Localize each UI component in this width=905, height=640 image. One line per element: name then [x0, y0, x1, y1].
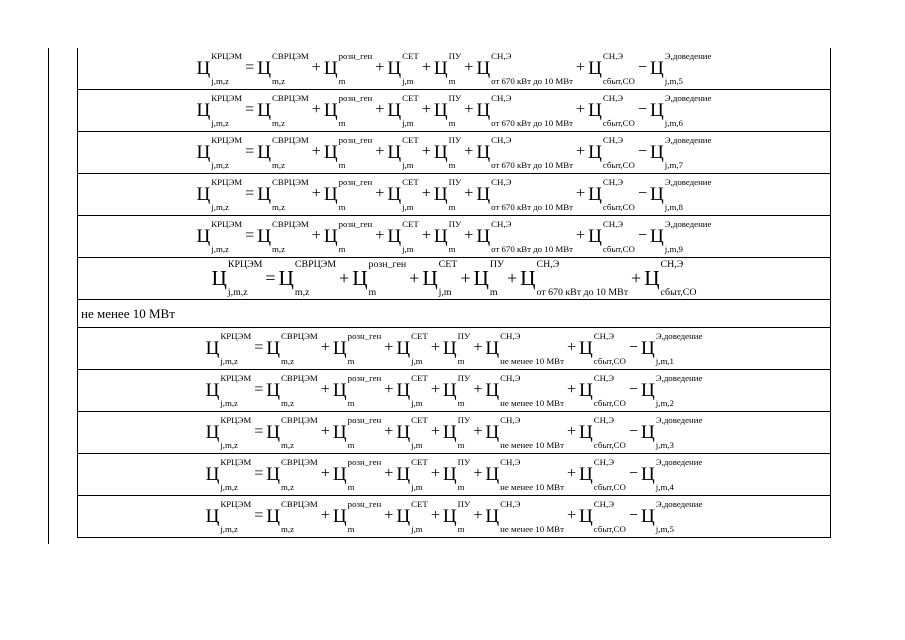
operator: + — [421, 227, 431, 245]
operator: + — [473, 381, 483, 399]
price-term: Ц розн_ген m — [332, 330, 382, 366]
price-term: Ц Э,доведение j,m,3 — [641, 414, 703, 450]
price-term: Ц Э,доведение j,m,8 — [650, 176, 712, 212]
section-label-text: не менее 10 МВт — [81, 305, 175, 321]
formula-row — [78, 174, 830, 216]
price-term: Ц СВРЦЭМ m,z — [266, 456, 318, 492]
operator: + — [421, 59, 431, 77]
price-term: Ц СН,Э сбыт,СО — [579, 330, 626, 366]
price-term: Ц СН,Э от 670 кВт до 10 МВт — [476, 134, 573, 170]
price-term: Ц розн_ген m — [352, 258, 407, 298]
price-term: Ц КРЦЭМ j,m,z — [205, 372, 252, 408]
operator: + — [464, 59, 474, 77]
operator: + — [464, 143, 474, 161]
price-term: Ц СЕТ j,m — [387, 50, 419, 86]
operator: + — [384, 423, 394, 441]
operator: + — [464, 227, 474, 245]
operator: = — [245, 143, 255, 161]
price-term: Ц СЕТ j,m — [396, 372, 428, 408]
operator: + — [631, 268, 642, 289]
price-term: Ц СЕТ j,m — [396, 498, 428, 534]
operator: + — [430, 465, 440, 483]
price-term: Ц ПУ m — [442, 372, 471, 408]
formula — [206, 332, 703, 366]
price-term: Ц СЕТ j,m — [422, 258, 458, 298]
price-term: Ц розн_ген m — [323, 218, 373, 254]
price-term: Ц Э,доведение j,m,7 — [650, 134, 712, 170]
operator: − — [628, 423, 639, 441]
price-term: Ц ПУ m — [433, 92, 462, 128]
section-label — [78, 300, 830, 328]
price-term: Ц розн_ген m — [323, 50, 373, 86]
price-term: Ц розн_ген m — [332, 498, 382, 534]
price-term: Ц Э,доведение j,m,4 — [641, 456, 703, 492]
operator: + — [375, 227, 385, 245]
operator: + — [473, 339, 483, 357]
operator: + — [311, 185, 321, 203]
price-term: Ц СН,Э не менее 10 МВт — [485, 414, 564, 450]
operator: − — [637, 185, 648, 203]
price-term: Ц КРЦЭМ j,m,z — [196, 218, 243, 254]
operator: + — [473, 507, 483, 525]
operator: + — [421, 101, 431, 119]
operator: + — [339, 268, 350, 289]
operator: = — [254, 339, 264, 357]
formula — [197, 220, 712, 254]
price-term: Ц СН,Э сбыт,СО — [588, 134, 635, 170]
operator: + — [384, 381, 394, 399]
formula — [197, 136, 712, 170]
operator: + — [375, 59, 385, 77]
operator: + — [311, 143, 321, 161]
formula-row — [78, 90, 830, 132]
operator: + — [375, 143, 385, 161]
price-term: Ц розн_ген m — [323, 134, 373, 170]
price-term: Ц СН,Э от 670 кВт до 10 МВт — [476, 218, 573, 254]
operator: − — [628, 339, 639, 357]
price-term: Ц СН,Э от 670 кВт до 10 МВт — [476, 176, 573, 212]
formula — [197, 178, 712, 212]
formula — [206, 500, 703, 534]
operator: + — [473, 465, 483, 483]
operator: + — [430, 381, 440, 399]
operator: + — [575, 227, 586, 245]
operator: + — [320, 339, 330, 357]
formula-row — [78, 132, 830, 174]
price-term: Ц СВРЦЭМ m,z — [257, 50, 309, 86]
operator: + — [430, 423, 440, 441]
price-term: Ц СВРЦЭМ m,z — [278, 258, 337, 298]
price-term: Ц КРЦЭМ j,m,z — [205, 498, 252, 534]
operator: − — [637, 101, 648, 119]
price-term: Ц СВРЦЭМ m,z — [266, 498, 318, 534]
price-term: Ц КРЦЭМ j,m,z — [205, 456, 252, 492]
operator: + — [311, 227, 321, 245]
price-term: Ц ПУ m — [473, 258, 504, 298]
operator: = — [265, 268, 276, 289]
formula-table — [77, 48, 831, 538]
formula — [197, 94, 712, 128]
price-term: Ц СВРЦЭМ m,z — [257, 218, 309, 254]
operator: − — [628, 465, 639, 483]
price-term: Ц ПУ m — [442, 330, 471, 366]
operator: + — [430, 339, 440, 357]
price-term: Ц СЕТ j,m — [396, 456, 428, 492]
operator: + — [421, 185, 431, 203]
price-term: Ц КРЦЭМ j,m,z — [205, 414, 252, 450]
price-term: Ц СН,Э сбыт,СО — [579, 456, 626, 492]
price-term: Ц Э,доведение j,m,6 — [650, 92, 712, 128]
formula — [206, 458, 703, 492]
price-term: Ц СЕТ j,m — [396, 414, 428, 450]
operator: + — [311, 101, 321, 119]
operator: + — [575, 143, 586, 161]
operator: + — [575, 185, 586, 203]
operator: = — [245, 59, 255, 77]
price-term: Ц ПУ m — [433, 134, 462, 170]
operator: + — [320, 423, 330, 441]
formula — [212, 260, 697, 298]
price-term: Ц СВРЦЭМ m,z — [257, 92, 309, 128]
price-term: Ц СВРЦЭМ m,z — [257, 176, 309, 212]
formula-row — [78, 454, 830, 496]
operator: = — [245, 101, 255, 119]
price-term: Ц ПУ m — [433, 218, 462, 254]
operator: − — [628, 507, 639, 525]
operator: + — [575, 59, 586, 77]
operator: − — [637, 143, 648, 161]
price-term: Ц СВРЦЭМ m,z — [266, 414, 318, 450]
operator: + — [320, 507, 330, 525]
operator: + — [506, 268, 518, 289]
price-term: Ц Э,доведение j,m,5 — [650, 50, 712, 86]
price-term: Ц СН,Э сбыт,СО — [579, 372, 626, 408]
operator: + — [566, 339, 577, 357]
operator: = — [245, 185, 255, 203]
price-term: Ц Э,доведение j,m,9 — [650, 218, 712, 254]
operator: = — [254, 507, 264, 525]
price-term: Ц СН,Э сбыт,СО — [588, 218, 635, 254]
price-term: Ц КРЦЭМ j,m,z — [196, 50, 243, 86]
operator: + — [375, 101, 385, 119]
price-term: Ц СЕТ j,m — [396, 330, 428, 366]
price-term: Ц ПУ m — [433, 50, 462, 86]
formula-row — [78, 496, 830, 538]
price-term: Ц КРЦЭМ j,m,z — [211, 258, 263, 298]
price-term: Ц СН,Э не менее 10 МВт — [485, 330, 564, 366]
formula-row — [78, 412, 830, 454]
formula — [197, 52, 712, 86]
price-term: Ц Э,доведение j,m,1 — [641, 330, 703, 366]
price-term: Ц ПУ m — [442, 498, 471, 534]
price-term: Ц СЕТ j,m — [387, 92, 419, 128]
formula-row — [78, 48, 830, 90]
operator: − — [628, 381, 639, 399]
operator: + — [375, 185, 385, 203]
price-term: Ц СН,Э сбыт,СО — [588, 176, 635, 212]
price-term: Ц СН,Э сбыт,СО — [644, 258, 697, 298]
operator: + — [566, 423, 577, 441]
operator: + — [311, 59, 321, 77]
operator: + — [409, 268, 420, 289]
operator: = — [254, 423, 264, 441]
formula-row — [78, 370, 830, 412]
price-term: Ц Э,доведение j,m,5 — [641, 498, 703, 534]
operator: + — [473, 423, 483, 441]
operator: + — [566, 465, 577, 483]
operator: + — [464, 185, 474, 203]
price-term: Ц СН,Э сбыт,СО — [588, 92, 635, 128]
operator: + — [460, 268, 471, 289]
formula — [206, 374, 703, 408]
operator: = — [254, 465, 264, 483]
price-term: Ц Э,доведение j,m,2 — [641, 372, 703, 408]
operator: − — [637, 227, 648, 245]
price-term: Ц КРЦЭМ j,m,z — [196, 92, 243, 128]
operator: + — [575, 101, 586, 119]
price-term: Ц СН,Э сбыт,СО — [579, 414, 626, 450]
price-term: Ц розн_ген m — [332, 456, 382, 492]
operator: + — [464, 101, 474, 119]
price-term: Ц СЕТ j,m — [387, 176, 419, 212]
price-term: Ц СН,Э не менее 10 МВт — [485, 456, 564, 492]
formula-row — [78, 216, 830, 258]
price-term: Ц СВРЦЭМ m,z — [257, 134, 309, 170]
price-term: Ц КРЦЭМ j,m,z — [196, 134, 243, 170]
price-term: Ц ПУ m — [442, 414, 471, 450]
price-term: Ц СН,Э не менее 10 МВт — [485, 372, 564, 408]
operator: + — [384, 465, 394, 483]
operator: + — [430, 507, 440, 525]
operator: + — [421, 143, 431, 161]
price-term: Ц СН,Э от 670 кВт до 10 МВт — [476, 50, 573, 86]
operator: + — [384, 507, 394, 525]
operator: − — [637, 59, 648, 77]
price-term: Ц СН,Э от 670 кВт до 10 МВт — [520, 258, 629, 298]
price-term: Ц СН,Э не менее 10 МВт — [485, 498, 564, 534]
price-term: Ц СН,Э сбыт,СО — [579, 498, 626, 534]
price-term: Ц КРЦЭМ j,m,z — [196, 176, 243, 212]
outer-border-line — [48, 48, 49, 544]
operator: = — [254, 381, 264, 399]
price-term: Ц СЕТ j,m — [387, 218, 419, 254]
price-term: Ц СВРЦЭМ m,z — [266, 372, 318, 408]
operator: + — [566, 507, 577, 525]
formula-row — [78, 258, 830, 300]
price-term: Ц СЕТ j,m — [387, 134, 419, 170]
price-term: Ц розн_ген m — [332, 372, 382, 408]
operator: + — [320, 381, 330, 399]
price-term: Ц розн_ген m — [323, 92, 373, 128]
price-term: Ц ПУ m — [442, 456, 471, 492]
price-term: Ц КРЦЭМ j,m,z — [205, 330, 252, 366]
operator: + — [566, 381, 577, 399]
operator: + — [384, 339, 394, 357]
price-term: Ц розн_ген m — [323, 176, 373, 212]
operator: + — [320, 465, 330, 483]
price-term: Ц СВРЦЭМ m,z — [266, 330, 318, 366]
price-term: Ц СН,Э от 670 кВт до 10 МВт — [476, 92, 573, 128]
formula-row — [78, 328, 830, 370]
formula — [206, 416, 703, 450]
operator: = — [245, 227, 255, 245]
price-term: Ц СН,Э сбыт,СО — [588, 50, 635, 86]
price-term: Ц розн_ген m — [332, 414, 382, 450]
price-term: Ц ПУ m — [433, 176, 462, 212]
